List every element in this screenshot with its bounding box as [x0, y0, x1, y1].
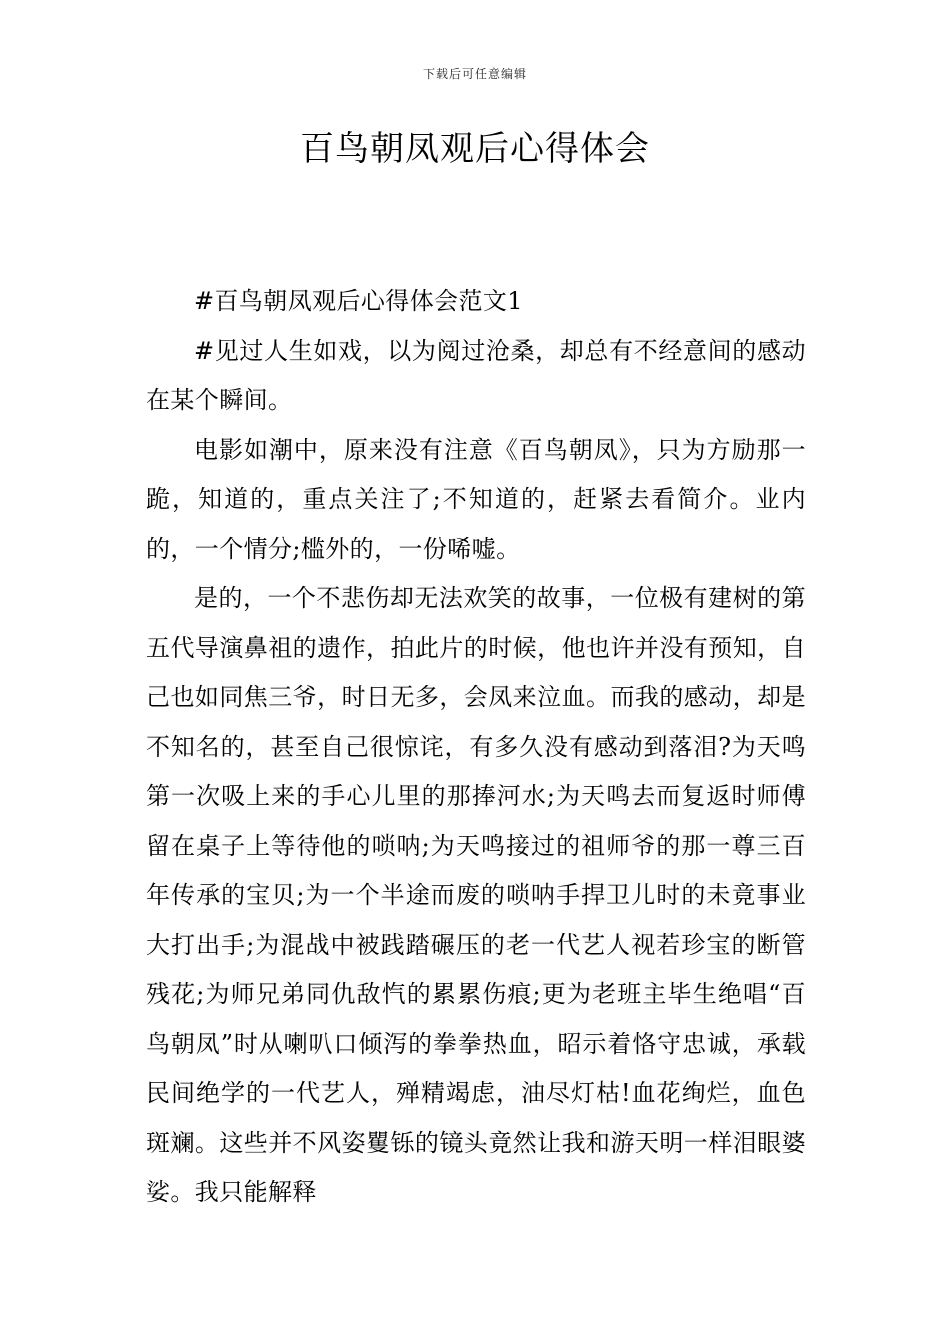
paragraph: 电影如潮中，原来没有注意《百鸟朝凤》，只为方励那一跪，知道的，重点关注了;不知道的，赶紧去看简介。业内的，一个情分;槛外的，一份唏嘘。: [146, 435, 806, 563]
header-note: 下载后可任意编辑: [422, 67, 527, 81]
document-body: [146, 277, 806, 1218]
document-title: 百鸟朝凤观后心得体会: [300, 129, 650, 169]
paragraph-heading: #百鸟朝凤观后心得体会范文1: [194, 287, 523, 315]
paragraph: #见过人生如戏，以为阅过沧桑，却总有不经意间的感动在某个瞬间。: [146, 336, 806, 414]
paragraph: 是的，一个不悲伤却无法欢笑的故事，一位极有建树的第五代导演鼻祖的遗作，拍此片的时候，他也许并没有预知，自己也如同焦三爷，时日无多，会凤来泣血。而我的感动，却是不知名的，甚至自己很惊诧，有多久没有感动到落泪?为天鸣第一次吸上来的手心儿里的那捧河水;为天鸣去而复返时师傅留在桌子上等待他的唢呐;为天鸣接过的祖师爷的那一尊三百年传承的宝贝;为一个半途而废的唢呐手捍卫儿时的未竟事业大打出手;为混战中被践踏碾压的老一代艺人视若珍宝的断管残花;为师兄弟同仇敌忾的累累伤痕;更为老班主毕生绝唱“百鸟朝凤”时从喇叭口倾泻的拳拳热血，昭示着恪守忠诚，承载民间绝学的一代艺人，殚精竭虑，油尽灯枯!血花绚烂，血色斑斓。这些并不风姿矍铄的镜头竟然让我和游天明一样泪眼婆娑。我只能解释: [146, 584, 806, 1206]
